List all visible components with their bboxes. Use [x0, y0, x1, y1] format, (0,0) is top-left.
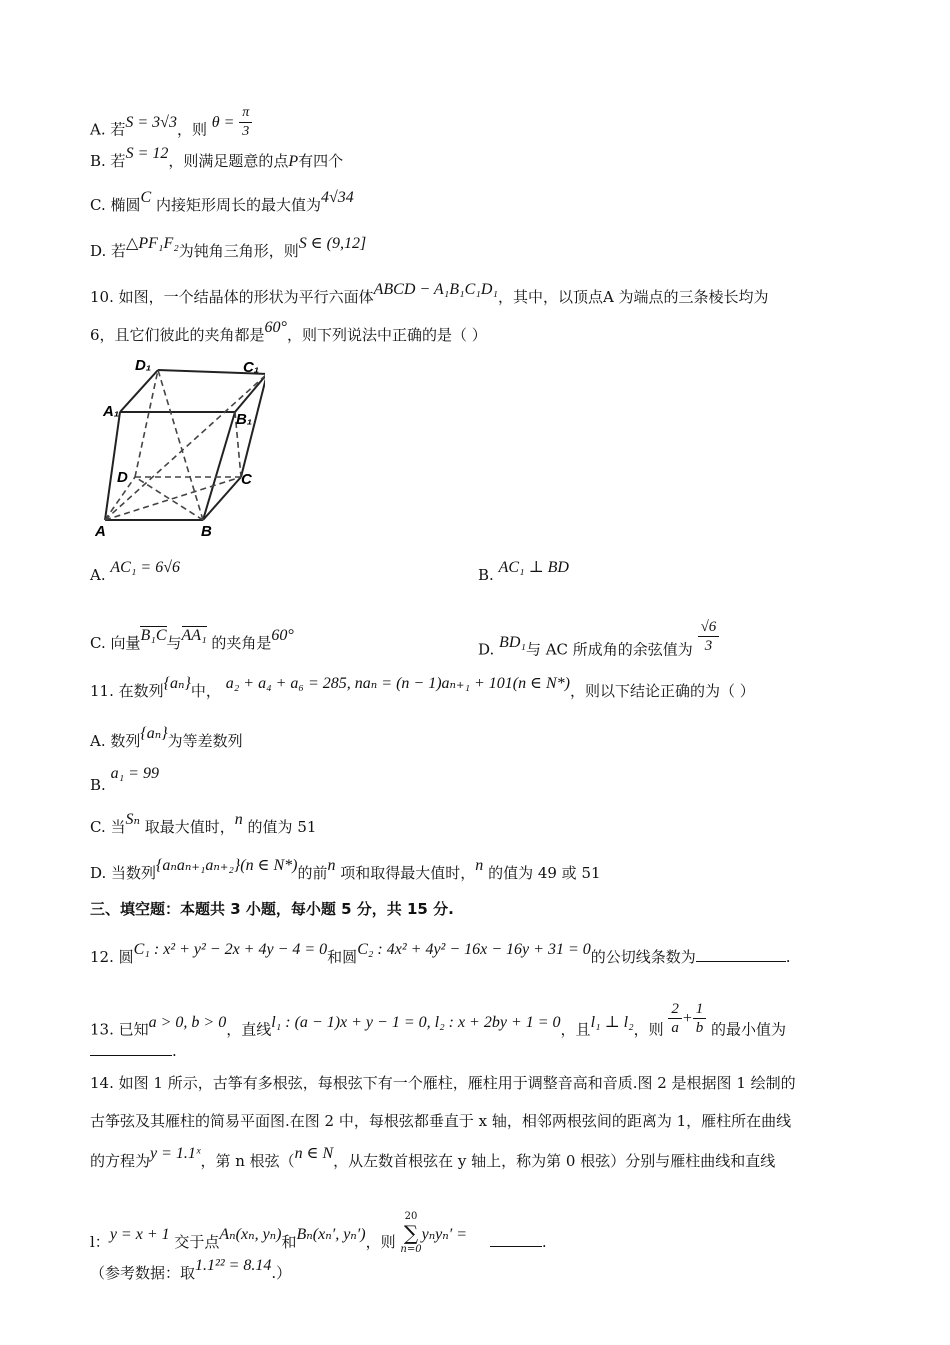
- vector-AA1: AA₁: [181, 627, 207, 644]
- math-expr: C₁ : x² + y² − 2x + 4y − 4 = 0: [133, 941, 328, 958]
- math-expr: a₁ = 99: [110, 765, 159, 782]
- label-D1: D₁: [135, 357, 152, 374]
- label-C: C: [241, 471, 252, 488]
- label-D: D: [117, 469, 128, 486]
- math-expr: Sₙ: [125, 811, 140, 828]
- math-expr: y = 1.1ˣ: [150, 1145, 201, 1162]
- q11-option-a: A. 数列{aₙ}为等差数列: [90, 725, 243, 750]
- math-expr: S = 3√3: [125, 113, 177, 131]
- math-expr: yₙyₙ′ =: [421, 1226, 468, 1243]
- q13: 13. 已知a > 0, b > 0，直线l₁ : (a − 1)x + y − 1 = 0, l₂ : x + 2by + 1 = 0，且l₁ ⊥ l₂，则 $\frac{2}{a}$ + $\frac{1}{b}$ 的最小值为: [90, 1001, 787, 1039]
- q14-line4: l：y = x + 1 交于点Aₙ(xₙ, yₙ)和Bₙ(xₙ′, yₙ′)，则 20 ∑ n=0 yₙyₙ′ = .: [90, 1211, 547, 1255]
- label-A: A: [95, 523, 106, 540]
- math-expr: S ∈ (9,12]: [298, 235, 367, 252]
- answer-blank[interactable]: [696, 947, 786, 962]
- label-C1: C₁: [243, 359, 260, 376]
- q11-option-d: D. 当数列{aₙaₙ₊₁aₙ₊₂}(n ∈ N*)的前n 项和取得最大值时，n 的值为 49 或 51: [90, 857, 601, 882]
- vector-B1C: B₁C: [140, 627, 167, 644]
- q10-stem-line1: 10. 如图，一个结晶体的形状为平行六面体ABCD − A₁B₁C₁D₁，其中，以顶点A 为端点的三条棱长均为: [90, 281, 769, 306]
- math-expr: BD₁: [499, 633, 526, 651]
- math-expr: Aₙ(xₙ, yₙ): [219, 1226, 282, 1243]
- q10-option-a: A. AC₁ = 6√6: [90, 559, 180, 584]
- math-expr: C₂ : 4x² + 4y² − 16x − 16y + 31 = 0: [357, 941, 591, 958]
- q13-blank-line: .: [90, 1040, 177, 1062]
- math-expr: △PF₁F₂: [126, 235, 179, 252]
- fraction: $\frac{\pi}{3}$: [239, 104, 252, 141]
- math-expr: a₂ + a₄ + a₆ = 285, naₙ = (n − 1)aₙ₊₁ + 101(n ∈ N*): [225, 675, 570, 692]
- q14-line1: 14. 如图 1 所示，古筝有多根弦，每根弦下有一个雁柱，雁柱用于调整音高和音质.图 2 是根据图 1 绘制的: [90, 1074, 796, 1092]
- math-expr: 1.1²² = 8.14: [195, 1257, 272, 1274]
- q10-option-b: B. AC₁ ⊥ BD: [478, 559, 569, 584]
- math-expr: θ =: [211, 113, 235, 131]
- math-expr: 60°: [271, 627, 294, 644]
- math-expr: Bₙ(xₙ′, yₙ′): [296, 1226, 366, 1243]
- edge-DD1: [135, 370, 158, 477]
- math-expr: S = 12: [125, 145, 169, 162]
- fraction: $\frac{1}{b}$: [693, 1000, 707, 1037]
- math-expr: C: [140, 189, 152, 206]
- q9-option-a: A. 若S = 3√3，则 θ = $\frac{\pi}{3}$: [90, 112, 252, 149]
- edge-A1D1: [120, 370, 158, 412]
- q10-stem-line2: 6，且它们彼此的夹角都是60°，则下列说法中正确的是（ ）: [90, 319, 487, 344]
- q10-option-d: D. BD₁与 AC 所成角的余弦值为 $\frac{√6}{3}$: [478, 632, 719, 669]
- q9-option-c: C. 椭圆C 内接矩形周长的最大值为4√34: [90, 189, 354, 214]
- edge-B1C1: [235, 374, 265, 412]
- math-expr: ABCD − A₁B₁C₁D₁: [373, 281, 498, 298]
- fraction: $\frac{2}{a}$: [668, 1000, 682, 1037]
- diag-AC1: [105, 374, 265, 520]
- math-expr: l₁ ⊥ l₂: [590, 1013, 634, 1031]
- section-heading: 三、填空题：本题共 3 小题，每小题 5 分，共 15 分.: [90, 900, 454, 918]
- hidden-edges: [105, 370, 265, 520]
- math-expr: l₁ : (a − 1)x + y − 1 = 0, l₂ : x + 2by + 1 = 0: [271, 1013, 561, 1031]
- q14-line3: 的方程为y = 1.1ˣ，第 n 根弦（n ∈ N，从左数首根弦在 y 轴上，称为第 0 根弦）分别与雁柱曲线和直线: [90, 1145, 776, 1170]
- math-expr: {aₙaₙ₊₁aₙ₊₂}(n ∈ N*): [156, 857, 298, 874]
- math-expr: n ∈ N: [294, 1145, 334, 1162]
- answer-blank[interactable]: [490, 1232, 542, 1247]
- edge-AA1: [105, 412, 120, 520]
- label-B: B: [201, 523, 212, 540]
- q11-option-c: C. 当Sₙ 取最大值时，n 的值为 51: [90, 811, 317, 836]
- q14-reference: （参考数据：取1.1²² = 8.14.）: [90, 1257, 292, 1282]
- math-expr: a > 0, b > 0: [148, 1013, 227, 1031]
- math-expr: 4√34: [320, 189, 354, 206]
- q12: 12. 圆C₁ : x² + y² − 2x + 4y − 4 = 0和圆C₂ : 4x² + 4y² − 16x − 16y + 31 = 0的公切线条数为 .: [90, 941, 791, 966]
- q10-option-c: C. 向量B₁C与AA₁ 的夹角是60°: [90, 627, 294, 652]
- edge-BB1: [203, 412, 235, 520]
- answer-blank[interactable]: [90, 1041, 172, 1056]
- q11-option-b: B. a₁ = 99: [90, 765, 159, 794]
- q11-stem: 11. 在数列{aₙ}中， a₂ + a₄ + a₆ = 285, naₙ = (n − 1)aₙ₊₁ + 101(n ∈ N*)，则以下结论正确的为（ ）: [90, 675, 755, 700]
- label-A1: A₁: [103, 403, 120, 420]
- math-expr: AC₁ ⊥ BD: [498, 559, 569, 576]
- q9-option-b: B. 若S = 12，则满足题意的点P有四个: [90, 145, 344, 170]
- math-expr: AC₁ = 6√6: [110, 559, 180, 576]
- math-expr: 60°: [264, 319, 287, 336]
- diag-BD1: [158, 370, 203, 520]
- label-B1: B₁: [236, 411, 253, 428]
- math-expr: y = x + 1: [109, 1226, 170, 1243]
- parallelepiped-figure: [95, 352, 265, 542]
- fraction: $\frac{√6}{3}$: [698, 618, 720, 655]
- math-expr: {aₙ}: [140, 725, 168, 742]
- summation: 20 ∑ n=0: [400, 1211, 422, 1255]
- math-expr: {aₙ}: [163, 675, 191, 692]
- q14-line2: 古筝弦及其雁柱的简易平面图.在图 2 中，每根弦都垂直于 x 轴，相邻两根弦间的距离为 1，雁柱所在曲线: [90, 1112, 792, 1130]
- q9-option-d: D. 若△PF₁F₂为钝角三角形，则S ∈ (9,12]: [90, 235, 367, 260]
